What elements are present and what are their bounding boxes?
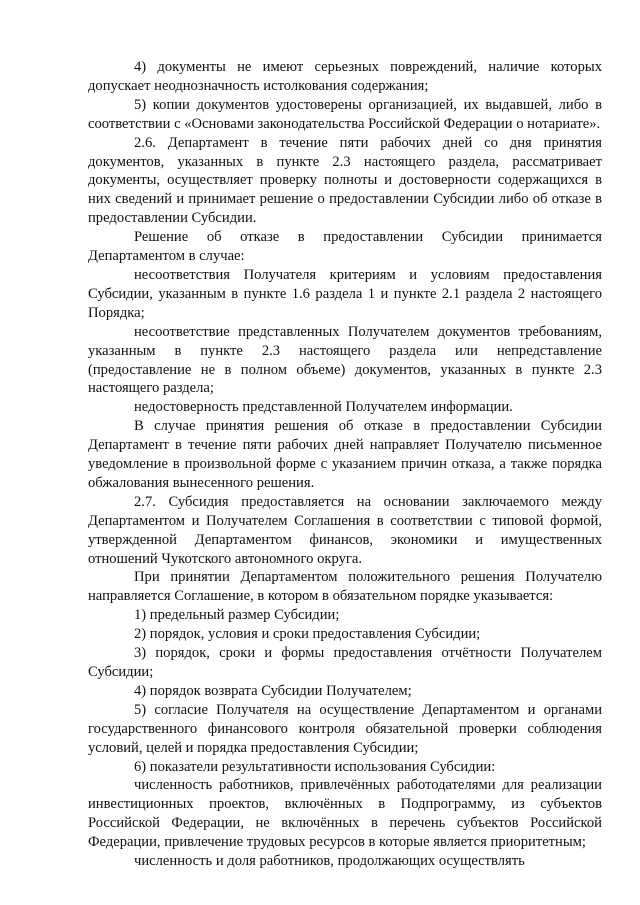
list-item: 4) порядок возврата Субсидии Получателем; — [134, 682, 412, 699]
paragraph: 4) документы не имеют серьезных повреждений, наличие которых допускает неоднозначность истолкования содержания; — [88, 59, 602, 94]
list-item: 1) предельный размер Субсидии; — [134, 607, 340, 624]
list-item: 6) показатели результативности использования Субсидии: — [134, 758, 496, 775]
document-page — [88, 58, 602, 871]
paragraph: недостоверность представленной Получателем информации. — [134, 399, 513, 416]
paragraph: При принятии Департаментом положительного решения Получателю направляется Соглашение, в котором в обязательном порядке указывается: — [88, 569, 602, 605]
paragraph: несоответствия Получателя критериям и условиям предоставления Субсидии, указанным в пункте 1.6 раздела 1 и пункте 2.1 раздела 2 настоящего Порядка; — [88, 266, 602, 321]
list-item: 5) согласие Получателя на осуществление Департаментом и органами государственного финансового контроля обязательной проверки соблюдения условий, целей и порядка предоставления Субсидии; — [88, 701, 602, 756]
paragraph: 2.7. Субсидия предоставляется на основании заключаемого между Департаментом и Получателем Соглашения в соответствии с типовой формой, утвержденной Департаментом финансов, экономики и имущественных отношений Чукотского автономного округа. — [88, 493, 602, 567]
paragraph: Решение об отказе в предоставлении Субсидии принимается Департаментом в случае: — [88, 229, 602, 265]
paragraph: В случае принятия решения об отказе в предоставлении Субсидии Департамент в течение пяти рабочих дней направляет Получателю письменное уведомление в произвольной форме с указанием причин отказа, а также порядка обжалования вынесенного решения. — [88, 418, 602, 491]
paragraph: численность и доля работников, продолжающих осуществлять — [134, 853, 525, 870]
paragraph: 2.6. Департамент в течение пяти рабочих дней со дня принятия документов, указанных в пункте 2.3 настоящего раздела, рассматривает документы, осуществляет проверку полноты и достоверности содержащихся в них сведений и принимает решение о предоставлении Субсидии либо об отказе в предоставлении Субсидии. — [88, 134, 602, 227]
paragraph: несоответствие представленных Получателем документов требованиям, указанным в пункте 2.3 настоящего раздела или непредставление (предоставление не в полном объеме) документов, указанных в пункте 2.3 настоящего раздела; — [88, 323, 602, 397]
paragraph: численность работников, привлечённых работодателями для реализации инвестиционных проектов, включённых в Подпрограмму, из субъектов Российской Федерации, не включённых в перечень субъектов Российской Федерации, привлечение трудовых ресурсов в которые является приоритетным; — [88, 777, 602, 851]
list-item: 3) порядок, сроки и формы предоставления отчётности Получателем Субсидии; — [88, 645, 602, 680]
paragraph: 5) копии документов удостоверены организацией, их выдавшей, либо в соответствии с «Основами законодательства Российской Федерации о нотариате». — [88, 96, 602, 132]
list-item: 2) порядок, условия и сроки предоставления Субсидии; — [134, 626, 481, 643]
